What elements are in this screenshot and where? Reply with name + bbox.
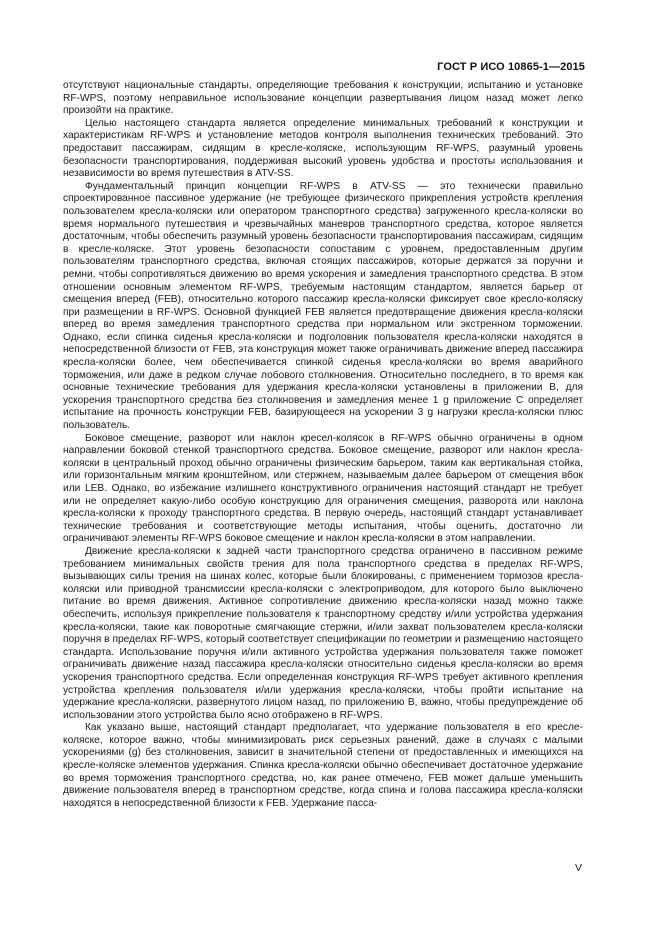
body-text xyxy=(63,80,583,810)
paragraph-1: отсутствуют национальные стандарты, определяющие требования к конструкции, испытанию и установке RF-WPS, поэтому неправильное использование концепции развертывания лицом назад может легко произойти на практике. xyxy=(63,80,583,117)
paragraph-2: Целью настоящего стандарта является определение минимальных требований к конструкции и характеристикам RF-WPS и установление методов контроля выполнения технических требований. Это предоставит пассажирам, сидящим в кресле-коляске, использующим RF-WPS, разумный уровень безопасности транспортирования, поддерживая высокий уровень удобства и простоты использования и независимости во время путешествия в ATV-SS. xyxy=(63,117,583,180)
paragraph-5: Движение кресла-коляски к задней части транспортного средства ограничено в пассивном режиме требованием минимальных свойств трения для пола транспортного средства в пределах RF-WPS, вызывающих силы трения на шинах колес, которые были блокированы, с применением тормозов кресла-коляски или приводной трансмиссии кресла-коляски с электроприводом, для которого было выключено питание во время движения. Активное сопротивление движению кресла-коляски назад можно также обеспечить, используя прикрепление пользователя к транспортному средству и/или устройства удержания кресла-коляски, такие как поворотные смягчающие стержни, и/или захват пользователем кресла-коляски поручня в пределах RF-WPS, который соответствует спецификации по геометрии и размещению настоящего стандарта. Использование поручня и/или активного устройства удержания пользователя также поможет ограничивать движение назад пассажира кресла-коляски относительно сиденья кресла-коляски во время ускорения транспортного средства. Если определенная конструкция RF-WPS требует активного крепления устройства крепления пользователя и/или удержания кресла-коляски, чтобы пройти испытание на удержание кресла-коляски, развернутого лицом назад, по приложению В, важно, чтобы предупреждение об использовании этого устройства было ясно отображено в RF-WPS. xyxy=(63,545,583,721)
paragraph-3: Фундаментальный принцип концепции RF-WPS в ATV-SS — это технически правильно спроектированное пассивное удержание (не требующее физического прикрепления устройств крепления пользователем кресла-коляски или оператором транспортного средства) загруженного кресла-коляски во время нормального путешествия и чрезвычайных маневров транспортного средства, которое является достаточным, чтобы обеспечить разумный уровень безопасности транспортирования пассажирам, сидящим в кресле-коляске. Этот уровень безопасности сопоставим с уровнем, предоставленным другим пользователям транспортного средства, включая стоящих пассажиров, которые держатся за поручни и ремни, чтобы сопротивляться движению во время ускорения и замедления транспортного средства. В этом отношении основным элементом RF-WPS, требуемым настоящим стандартом, является барьер от смещения вперед (FEB), относительно которого пассажир кресла-коляски фиксирует свое кресло-коляску при размещении в RF-WPS. Основной функцией FEB является предотвращение движения кресла-коляски вперед во время замедления транспортного средства при нормальном или экстренном торможении. Однако, если спинка сиденья кресла-коляски и подголовник пользователя кресла-коляски находятся в непосредственной близости от FEB, эта конструкция может также ограничивать движение вперед пассажира кресла-коляски более, чем обеспечивается спинкой сиденья кресла-коляски во время аварийного торможения, или даже в редком случае лобового столкновения. Относительно последнего, в то время как основные технические требования для удержания кресла-коляски установлены в приложении В, для ускорения транспортного средства без столкновения и замедления менее 1 g приложение С определяет испытание на прочность конструкции FEB, базирующееся на ускорении 3 g нагрузки кресла-коляски плюс пользователь. xyxy=(63,180,583,432)
paragraph-4: Боковое смещение, разворот или наклон кресел-колясок в RF-WPS обычно ограничены в одном направлении боковой стенкой транспортного средства. Боковое смещение, разворот или наклон кресла-коляски в центральный проход обычно ограничены физическим барьером, таким как вертикальная стойка, или горизонтальным мягким кронштейном, или стержнем, называемым далее барьером от смещения вбок или LEB. Однако, во избежание излишнего конструктивного ограничения настоящий стандарт не требует или не определяет какую-либо особую конструкцию для ограничения смещения, разворота или наклона кресла-коляски к проходу транспортного средства. В первую очередь, настоящий стандарт устанавливает технические требования и соответствующие методы испытания, чтобы оценить, достаточно ли ограничивают элементы RF-WPS боковое смещение и наклон кресла-коляски в этом направлении. xyxy=(63,432,583,545)
page-number: V xyxy=(574,862,582,874)
standard-header: ГОСТ Р ИСО 10865-1—2015 xyxy=(437,61,585,73)
paragraph-6: Как указано выше, настоящий стандарт предполагает, что удержание пользователя в его кресле-коляске, которое важно, чтобы минимизировать риск серьезных ранений, даже в случаях с малыми ускорениями (g) без столкновения, зависит в значительной степени от предоставленных и имеющихся на кресле-коляске элементов удержания. Спинка кресла-коляски обычно обеспечивает достаточное удержание во время торможения транспортного средства, но, как ранее отмечено, FEB может дальше уменьшить движение пользователя вперед в транспортном средстве, когда спина и голова пассажира кресла-коляски находятся в непосредственной близости к FEB. Удержание пасса- xyxy=(63,722,583,809)
